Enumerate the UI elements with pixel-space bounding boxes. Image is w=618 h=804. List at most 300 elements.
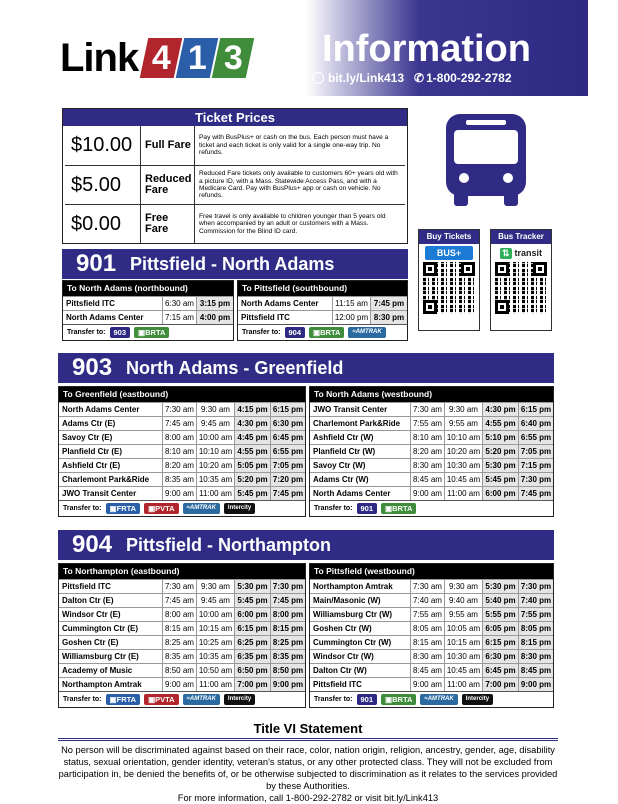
transfer-row	[310, 691, 553, 707]
timetable-row	[310, 430, 553, 444]
departure-time: 5:40 pm	[483, 594, 519, 607]
departure-time: 6:00 pm	[483, 487, 519, 500]
timetable-direction-title: To North Adams (northbound)	[63, 281, 233, 296]
departure-time: 8:50 am	[163, 664, 197, 677]
transfer-badge-label: AMTRAK	[355, 329, 382, 335]
departure-time: 5:10 pm	[483, 431, 519, 444]
departure-time: 6:30 pm	[483, 650, 519, 663]
fare-type: Free Fare	[141, 205, 195, 243]
website-text: bit.ly/Link413	[328, 71, 405, 85]
transfer-badge-brta[interactable]: ▣ BRTA	[381, 694, 416, 705]
departure-time: 8:35 pm	[272, 652, 304, 661]
timetable-row	[63, 310, 233, 324]
ticket-price-row	[65, 165, 405, 204]
timetable-row	[310, 593, 553, 607]
transfer-badge-amtrak[interactable]: ≈ AMTRAK	[183, 694, 220, 705]
departure-time: 5:30 pm	[483, 459, 519, 472]
ticket-prices-table	[62, 108, 408, 244]
route-901-northbound-table	[62, 280, 234, 341]
transfer-badge-pvta[interactable]: ▣ PVTA	[144, 694, 179, 705]
route-name: Pittsfield - Northampton	[126, 534, 332, 555]
transfer-badge-intercity[interactable]	[462, 694, 493, 705]
departure-time: 10:00 am	[197, 431, 235, 444]
departure-time: 4:15 pm	[235, 403, 271, 416]
route-901-header	[62, 249, 408, 279]
departure-time: 7:30 am	[411, 403, 445, 416]
departure-time: 9:30 am	[197, 580, 235, 593]
departure-time: 5:30 pm	[235, 580, 271, 593]
departure-time: 8:00 am	[163, 431, 197, 444]
transfer-badge-label: 904	[288, 328, 302, 337]
route-903-eastbound-table	[58, 386, 306, 517]
transfer-badge-amtrak[interactable]: ≈ AMTRAK	[348, 327, 385, 338]
departure-time: 7:20 pm	[272, 475, 304, 484]
departure-time: 6:55 pm	[520, 433, 552, 442]
departure-time: 8:45 pm	[520, 666, 552, 675]
stop-name: Pittsfield ITC	[63, 297, 163, 310]
departure-time: 10:45 am	[445, 664, 483, 677]
departure-time: 5:45 pm	[235, 487, 271, 500]
departure-time: 9:40 am	[445, 594, 483, 607]
transfer-badge-904[interactable]	[285, 327, 306, 338]
transfer-badge-label: FRTA	[116, 504, 137, 513]
departure-time: 6:00 pm	[235, 608, 271, 621]
stop-name: North Adams Center	[63, 311, 163, 324]
departure-time: 7:45 am	[163, 417, 197, 430]
route-name: Pittsfield - North Adams	[130, 253, 335, 274]
transfer-badge-brta[interactable]: ▣ BRTA	[134, 327, 169, 338]
departure-time: 8:25 pm	[272, 638, 304, 647]
timetable-row	[59, 458, 305, 472]
buy-tickets-title: Buy Tickets	[419, 230, 479, 244]
transfer-badge-frta[interactable]: ▣ FRTA	[106, 503, 141, 514]
departure-time: 7:55 am	[411, 608, 445, 621]
departure-time: 5:20 pm	[235, 473, 271, 486]
stop-name: Pittsfield ITC	[310, 678, 411, 691]
transfer-badge-label: 901	[360, 504, 374, 513]
fare-price: $10.00	[65, 126, 141, 165]
transfer-label: Transfer to:	[63, 696, 102, 703]
departure-time: 6:05 pm	[483, 622, 519, 635]
departure-time: 9:45 am	[197, 594, 235, 607]
departure-time: 8:30 am	[411, 459, 445, 472]
departure-time: 9:55 am	[445, 417, 483, 430]
departure-time: 5:45 pm	[483, 473, 519, 486]
transfer-badge-brta[interactable]: ▣ BRTA	[381, 503, 416, 514]
bus-tracker-title: Bus Tracker	[491, 230, 551, 244]
timetable-row	[310, 402, 553, 416]
stop-name: Planfield Ctr (W)	[310, 445, 411, 458]
departure-time: 8:00 am	[163, 608, 197, 621]
departure-time: 9:45 am	[197, 417, 235, 430]
bus-icon	[444, 112, 528, 208]
fare-price: $0.00	[65, 205, 141, 243]
phone-text: 1-800-292-2782	[426, 71, 512, 85]
transfer-badge-label: BRTA	[392, 695, 413, 704]
departure-time: 5:30 pm	[483, 580, 519, 593]
route-number: 901	[76, 250, 117, 277]
departure-time: 8:30 pm	[520, 652, 552, 661]
departure-time: 8:05 am	[411, 622, 445, 635]
departure-time: 6:15 pm	[235, 622, 271, 635]
timetable-row	[310, 663, 553, 677]
departure-time: 8:00 pm	[272, 610, 304, 619]
departure-time: 4:00 pm	[197, 311, 233, 324]
timetable-row	[310, 607, 553, 621]
stop-name: Charlemont Park&Ride	[310, 417, 411, 430]
stop-name: Ashfield Ctr (E)	[59, 459, 163, 472]
departure-time: 7:15 am	[163, 311, 197, 324]
departure-time: 9:00 am	[163, 678, 197, 691]
header	[0, 0, 618, 98]
departure-time: 7:15 pm	[520, 461, 552, 470]
transfer-badge-label: AMTRAK	[189, 505, 216, 511]
globe-icon	[312, 72, 324, 84]
timetable-row	[59, 472, 305, 486]
route-number: 904	[72, 531, 113, 558]
stop-name: North Adams Center	[238, 297, 333, 310]
departure-time: 4:30 pm	[235, 417, 271, 430]
timetable-row	[310, 677, 553, 691]
timetable-row	[59, 444, 305, 458]
stop-name: North Adams Center	[310, 487, 411, 500]
timetable-row	[59, 649, 305, 663]
departure-time: 6:35 pm	[235, 650, 271, 663]
stop-name: Dalton Ctr (W)	[310, 664, 411, 677]
timetable-direction-title: To Pittsfield (westbound)	[310, 564, 553, 579]
stop-name: Williamsburg Ctr (W)	[310, 608, 411, 621]
departure-time: 10:20 am	[445, 445, 483, 458]
departure-time: 10:05 am	[445, 622, 483, 635]
buy-tickets-qr-card[interactable]	[418, 229, 480, 331]
departure-time: 7:30 pm	[520, 582, 552, 591]
transfer-label: Transfer to:	[314, 505, 353, 512]
stop-name: North Adams Center	[59, 403, 163, 416]
transfer-badge-label: AMTRAK	[189, 696, 216, 702]
timetable-row	[238, 296, 407, 310]
timetable-row	[59, 677, 305, 691]
timetable-row	[310, 635, 553, 649]
logo-word: Link	[60, 35, 139, 80]
fare-description: Free travel is only available to children younger than 5 years old when accompanied by an adult or customers with a Mass. Commission for the Blind ID card.	[199, 212, 386, 235]
departure-time: 6:30 am	[163, 297, 197, 310]
logo-digit-1: 1	[176, 38, 219, 78]
departure-time: 7:45 pm	[272, 489, 304, 498]
route-901-southbound-table	[237, 280, 408, 341]
stop-name: Northampton Amtrak	[310, 580, 411, 593]
transit-logo: ⇅ transit	[501, 247, 543, 258]
departure-time: 4:55 pm	[483, 417, 519, 430]
departure-time: 7:30 am	[411, 580, 445, 593]
departure-time: 10:20 am	[197, 459, 235, 472]
departure-time: 9:30 am	[197, 403, 235, 416]
departure-time: 10:15 am	[197, 622, 235, 635]
departure-time: 11:00 am	[445, 678, 483, 691]
page-title: Information	[322, 28, 531, 70]
timetable-row	[238, 310, 407, 324]
stop-name: Adams Ctr (W)	[310, 473, 411, 486]
route-903-westbound-table	[309, 386, 554, 517]
stop-name: Adams Ctr (E)	[59, 417, 163, 430]
stop-name: JWO Transit Center	[59, 487, 163, 500]
transfer-badge-amtrak[interactable]: ≈ AMTRAK	[183, 503, 220, 514]
timetable-row	[310, 458, 553, 472]
timetable-direction-title: To Greenfield (eastbound)	[59, 387, 305, 402]
departure-time: 8:50 pm	[272, 666, 304, 675]
transfer-badge-label: BRTA	[392, 504, 413, 513]
transfer-badge-frta[interactable]: ▣ FRTA	[106, 694, 141, 705]
departure-time: 8:35 am	[163, 473, 197, 486]
stop-name: Northampton Amtrak	[59, 678, 163, 691]
departure-time: 8:10 am	[163, 445, 197, 458]
departure-time: 10:30 am	[445, 459, 483, 472]
transfer-badge-amtrak[interactable]: ≈ AMTRAK	[420, 694, 457, 705]
departure-time: 9:00 pm	[520, 680, 552, 689]
departure-time: 10:00 am	[197, 608, 235, 621]
title-vi-heading: Title VI Statement	[253, 721, 363, 736]
departure-time: 4:45 pm	[235, 431, 271, 444]
logo-digit-3: 3	[212, 38, 255, 78]
link413-logo	[60, 36, 250, 80]
timetable-row	[59, 402, 305, 416]
transfer-badge-903[interactable]	[110, 327, 131, 338]
phone[interactable]	[414, 71, 511, 85]
stop-name: Windsor Ctr (E)	[59, 608, 163, 621]
departure-time: 8:15 am	[163, 622, 197, 635]
departure-time: 11:00 am	[197, 678, 235, 691]
departure-time: 6:45 pm	[272, 433, 304, 442]
timetable-row	[310, 579, 553, 593]
stop-name: Academy of Music	[59, 664, 163, 677]
stop-name: Cummington Ctr (E)	[59, 622, 163, 635]
departure-time: 5:05 pm	[235, 459, 271, 472]
route-903-header	[58, 353, 554, 383]
stop-name: Goshen Ctr (E)	[59, 636, 163, 649]
departure-time: 6:45 pm	[483, 664, 519, 677]
departure-time: 8:20 am	[163, 459, 197, 472]
stop-name: Williamsburg Ctr (E)	[59, 650, 163, 663]
stop-name: Planfield Ctr (E)	[59, 445, 163, 458]
busplus-logo: BUS+	[425, 246, 473, 260]
departure-time: 8:45 am	[411, 473, 445, 486]
website[interactable]	[312, 71, 404, 85]
transfer-badge-901[interactable]	[357, 694, 378, 705]
departure-time: 6:30 pm	[272, 419, 304, 428]
departure-time: 6:55 pm	[272, 447, 304, 456]
departure-time: 7:40 am	[411, 594, 445, 607]
ticket-price-row	[65, 204, 405, 243]
transfer-badge-intercity[interactable]	[224, 694, 255, 705]
route-904-westbound-table	[309, 563, 554, 708]
transfer-label: Transfer to:	[242, 329, 281, 336]
departure-time: 8:45 am	[411, 664, 445, 677]
departure-time: 9:00 am	[411, 487, 445, 500]
stop-name: Charlemont Park&Ride	[59, 473, 163, 486]
stop-name: Pittsfield ITC	[59, 580, 163, 593]
timetable-row	[310, 621, 553, 635]
transfer-badge-label: 903	[113, 328, 127, 337]
title-vi-body: No person will be discriminated against based on their race, color, nation origin, religion, ancestry, gender, age, disability status, sexual orientation, gender identity, veteran's status, or any other protected class. They will not be excluded from participation in, be denied the benefits of, or be otherwise subjected to discrimination as it relates to the services provided by these Authorities.	[58, 745, 558, 791]
departure-time: 6:25 pm	[235, 636, 271, 649]
timetable-row	[310, 486, 553, 500]
title-vi-statement	[58, 720, 558, 804]
departure-time: 7:30 pm	[520, 475, 552, 484]
departure-time: 8:15 am	[411, 636, 445, 649]
departure-time: 7:05 pm	[272, 461, 304, 470]
timetable-row	[59, 486, 305, 500]
stop-name: Windsor Ctr (W)	[310, 650, 411, 663]
departure-time: 7:00 pm	[483, 678, 519, 691]
timetable-row	[59, 416, 305, 430]
departure-time: 8:20 am	[411, 445, 445, 458]
departure-time: 8:25 am	[163, 636, 197, 649]
transfer-row	[238, 324, 407, 340]
departure-time: 9:30 am	[445, 403, 483, 416]
departure-time: 10:45 am	[445, 473, 483, 486]
fare-description: Pay with BusPlus+ or cash on the bus. Each person must have a ticket and each ticket is only valid for a single one-way trip. No refunds.	[199, 134, 389, 157]
departure-time: 9:00 am	[411, 678, 445, 691]
departure-time: 6:40 pm	[520, 419, 552, 428]
departure-time: 7:45 pm	[520, 489, 552, 498]
timetable-row	[59, 579, 305, 593]
transfer-badge-label: Intercity	[227, 505, 252, 511]
departure-time: 12:00 pm	[333, 311, 371, 324]
timetable-row	[59, 430, 305, 444]
departure-time: 7:55 pm	[520, 610, 552, 619]
departure-time: 10:15 am	[445, 636, 483, 649]
timetable-direction-title: To North Adams (westbound)	[310, 387, 553, 402]
departure-time: 4:55 pm	[235, 445, 271, 458]
route-904-eastbound-table	[58, 563, 306, 708]
fare-type: Full Fare	[141, 126, 195, 165]
timetable-direction-title: To Northampton (eastbound)	[59, 564, 305, 579]
departure-time: 10:10 am	[445, 431, 483, 444]
stop-name: Goshen Ctr (W)	[310, 622, 411, 635]
stop-name: JWO Transit Center	[310, 403, 411, 416]
phone-icon: ✆	[414, 71, 425, 85]
route-904-header	[58, 530, 554, 560]
departure-time: 8:30 pm	[371, 311, 407, 324]
stop-name: Ashfield Ctr (W)	[310, 431, 411, 444]
timetable-row	[59, 663, 305, 677]
departure-time: 7:45 pm	[371, 297, 407, 310]
departure-time: 9:00 pm	[272, 680, 304, 689]
transfer-badge-pvta[interactable]: ▣ PVTA	[144, 503, 179, 514]
stop-name: Main/Masonic (W)	[310, 594, 411, 607]
timetable-direction-title: To Pittsfield (southbound)	[238, 281, 407, 296]
departure-time: 5:55 pm	[483, 608, 519, 621]
departure-time: 7:40 pm	[520, 596, 552, 605]
timetable-row	[63, 296, 233, 310]
stop-name: Savoy Ctr (W)	[310, 459, 411, 472]
transfer-badge-label: Intercity	[465, 696, 490, 702]
transfer-badge-901[interactable]	[357, 503, 378, 514]
timetable-row	[59, 607, 305, 621]
transfer-badge-label: BRTA	[320, 328, 341, 337]
transfer-label: Transfer to:	[314, 696, 353, 703]
timetable-row	[310, 444, 553, 458]
departure-time: 4:30 pm	[483, 403, 519, 416]
fare-price: $5.00	[65, 166, 141, 204]
timetable-row	[310, 649, 553, 663]
departure-time: 11:00 am	[197, 487, 235, 500]
departure-time: 9:55 am	[445, 608, 483, 621]
stop-name: Pittsfield ITC	[238, 311, 333, 324]
transfer-row	[59, 500, 305, 516]
ticket-prices-title: Ticket Prices	[63, 109, 407, 126]
timetable-row	[59, 593, 305, 607]
fare-type: Reduced Fare	[141, 166, 195, 204]
timetable-row	[310, 472, 553, 486]
buy-tickets-qr-code[interactable]	[423, 262, 475, 314]
transfer-row	[310, 500, 553, 516]
departure-time: 10:25 am	[197, 636, 235, 649]
timetable-row	[59, 621, 305, 635]
departure-time: 9:00 am	[163, 487, 197, 500]
transfer-row	[59, 691, 305, 707]
departure-time: 6:15 pm	[272, 405, 304, 414]
departure-time: 7:00 pm	[235, 678, 271, 691]
stop-name: Cummington Ctr (W)	[310, 636, 411, 649]
transfer-badge-label: 901	[360, 695, 374, 704]
transfer-label: Transfer to:	[67, 329, 106, 336]
route-number: 903	[72, 354, 113, 381]
departure-time: 8:05 pm	[520, 624, 552, 633]
fare-description: Reduced Fare tickets only available to customers 60+ years old with a picture ID, with a Mass. Statewide Access Pass, and with a Medicare Card. Pay with BusPlus+ app or cash on vehicle. No refunds.	[199, 170, 398, 200]
departure-time: 7:30 am	[163, 403, 197, 416]
transfer-badge-brta[interactable]: ▣ BRTA	[309, 327, 344, 338]
departure-time: 8:15 pm	[520, 638, 552, 647]
departure-time: 8:15 pm	[272, 624, 304, 633]
transfer-label: Transfer to:	[63, 505, 102, 512]
transfer-badge-label: PVTA	[155, 695, 175, 704]
transfer-badge-label: FRTA	[116, 695, 137, 704]
departure-time: 8:10 am	[411, 431, 445, 444]
transfer-row	[63, 324, 233, 340]
departure-time: 10:50 am	[197, 664, 235, 677]
departure-time: 10:30 am	[445, 650, 483, 663]
departure-time: 6:15 pm	[483, 636, 519, 649]
departure-time: 7:05 pm	[520, 447, 552, 456]
route-name: North Adams - Greenfield	[126, 357, 344, 378]
departure-time: 5:45 pm	[235, 594, 271, 607]
bus-tracker-qr-card[interactable]	[490, 229, 552, 331]
departure-time: 9:30 am	[445, 580, 483, 593]
departure-time: 5:20 pm	[483, 445, 519, 458]
bus-tracker-qr-code[interactable]	[495, 262, 547, 314]
departure-time: 11:00 am	[445, 487, 483, 500]
divider	[58, 738, 558, 741]
departure-time: 7:45 pm	[272, 596, 304, 605]
departure-time: 7:55 am	[411, 417, 445, 430]
timetable-row	[59, 635, 305, 649]
transfer-badge-label: PVTA	[155, 504, 175, 513]
stop-name: Savoy Ctr (E)	[59, 431, 163, 444]
transfer-badge-label: Intercity	[227, 696, 252, 702]
transit-app-icon: ⇅	[501, 247, 510, 258]
departure-time: 10:10 am	[197, 445, 235, 458]
title-vi-more-info: For more information, call 1-800-292-2782 or visit bit.ly/Link413	[177, 793, 439, 803]
departure-time: 8:35 am	[163, 650, 197, 663]
departure-time: 10:35 am	[197, 473, 235, 486]
departure-time: 8:30 am	[411, 650, 445, 663]
departure-time: 10:35 am	[197, 650, 235, 663]
departure-time: 6:50 pm	[235, 664, 271, 677]
ticket-price-row	[65, 126, 405, 165]
transfer-badge-intercity[interactable]	[224, 503, 255, 514]
departure-time: 3:15 pm	[197, 297, 233, 310]
contact-line	[312, 71, 512, 85]
